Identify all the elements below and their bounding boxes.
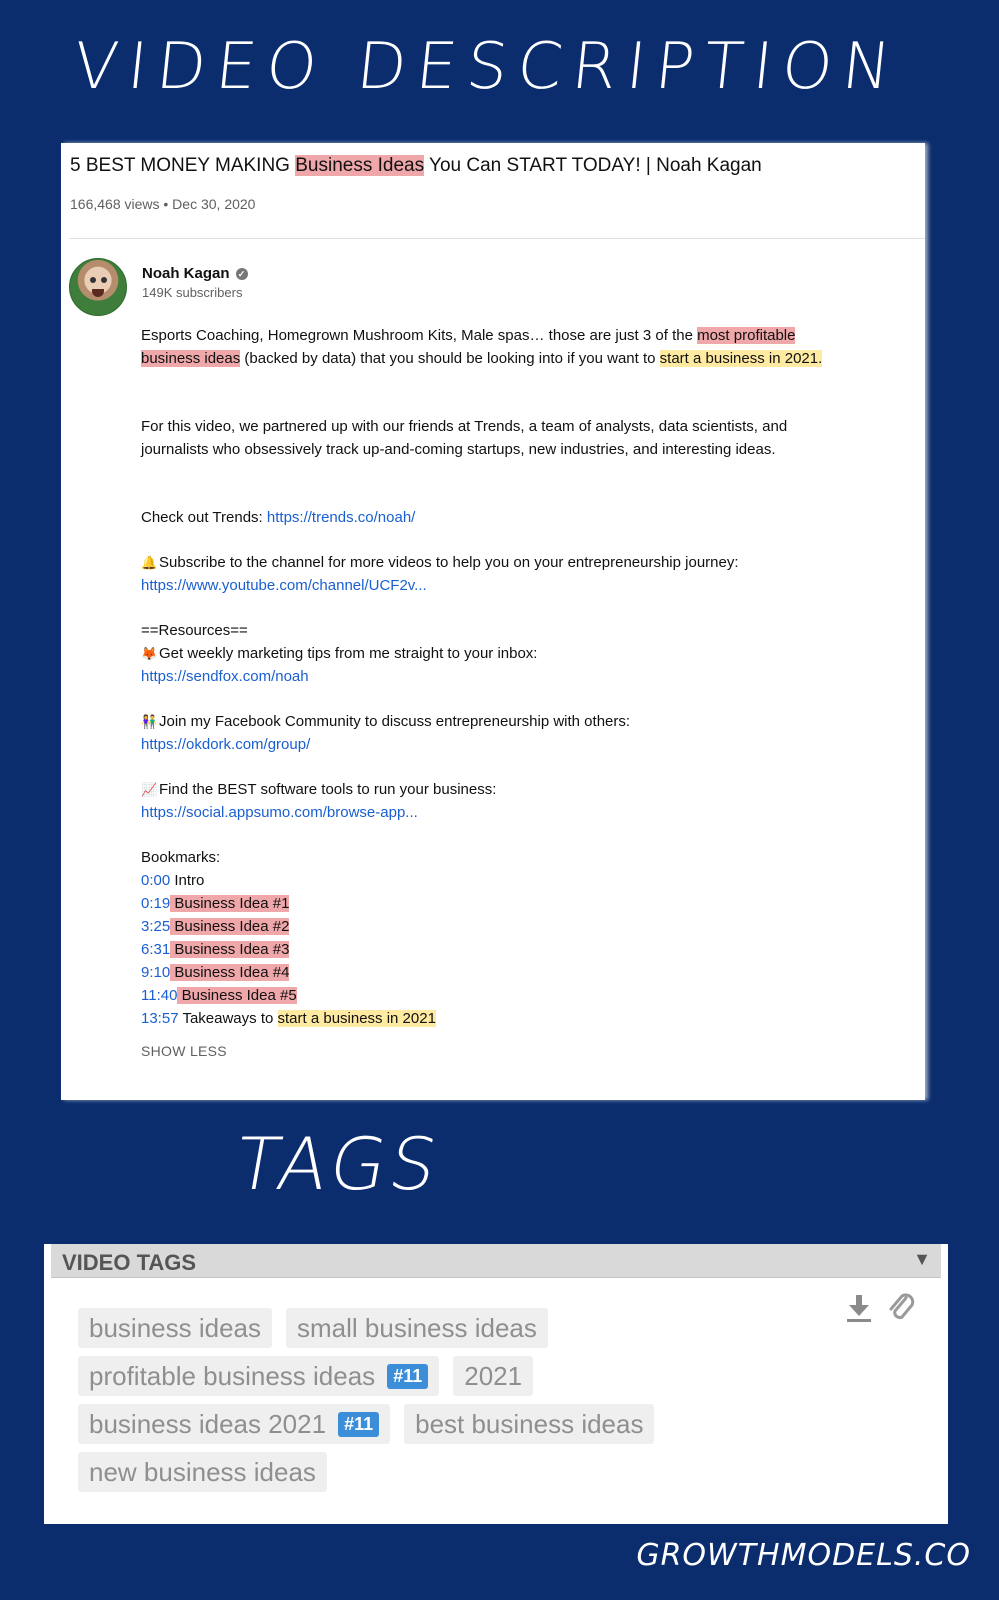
description-community: [141, 710, 851, 756]
channel-link[interactable]: https://www.youtube.com/channel/UCF2v...: [141, 577, 427, 594]
tag-chip[interactable]: [78, 1308, 272, 1348]
bookmark-item: [141, 869, 851, 892]
description-text: (backed by data) that you should be looking into if you want to: [240, 350, 660, 367]
tag-rank-badge: #11: [387, 1364, 428, 1389]
fox-icon: 🦊: [141, 646, 158, 661]
bookmark-item: [141, 961, 851, 984]
divider: [69, 238, 925, 239]
bookmark-time[interactable]: 6:31: [141, 941, 171, 958]
highlight-start-business: start a business in 2021.: [659, 350, 823, 367]
bookmark-item: [141, 915, 851, 938]
trends-label: Check out Trends:: [141, 509, 267, 526]
bell-icon: 🔔: [141, 555, 158, 570]
bookmark-time[interactable]: 11:40: [141, 987, 178, 1004]
tag-rank-badge: #11: [338, 1412, 379, 1437]
bookmark-item: [141, 892, 851, 915]
channel-name-text: Noah Kagan: [142, 265, 230, 282]
tag-chip[interactable]: [78, 1404, 390, 1444]
tag-label: new business ideas: [89, 1456, 316, 1487]
description-intro: [141, 324, 851, 370]
tag-label: 2021: [464, 1360, 523, 1391]
brand-signature: GROWTHMODELS.CO: [636, 1538, 971, 1573]
description-text: Esports Coaching, Homegrown Mushroom Kits, Male spas… those are just 3 of the: [141, 327, 698, 344]
appsumo-link[interactable]: https://social.appsumo.com/browse-app...: [141, 804, 418, 821]
subscriber-count: 149K subscribers: [142, 285, 243, 300]
download-icon[interactable]: [844, 1292, 874, 1324]
video-tags-title: VIDEO TAGS: [62, 1250, 197, 1275]
video-title-start: 5 BEST MONEY MAKING: [70, 155, 296, 176]
tag-label: business ideas 2021: [89, 1408, 327, 1439]
show-less-button[interactable]: SHOW LESS: [141, 1043, 227, 1059]
resources-heading: ==Resources==: [141, 622, 248, 639]
description-software: [141, 778, 851, 824]
tags-heading: TAGS: [228, 1122, 448, 1206]
okdork-link[interactable]: https://okdork.com/group/: [141, 736, 311, 753]
tag-chip[interactable]: [453, 1356, 533, 1396]
bookmark-label: Business Idea #4: [170, 964, 290, 981]
bookmarks: [141, 846, 851, 1030]
tag-label: best business ideas: [415, 1408, 644, 1439]
avatar[interactable]: [69, 258, 127, 316]
tag-chip[interactable]: [286, 1308, 548, 1348]
resource-text: Join my Facebook Community to discuss entrepreneurship with others:: [159, 713, 631, 730]
verified-icon: ✓: [236, 268, 248, 280]
video-tags-panel: [44, 1244, 948, 1524]
avatar-mouth: [92, 289, 104, 297]
description-trends: [141, 506, 851, 529]
video-description-card: [61, 143, 925, 1100]
highlight-profitable: most profitable business ideas: [141, 327, 796, 367]
tag-chip[interactable]: [78, 1356, 439, 1396]
description-partner: For this video, we partnered up with our friends at Trends, a team of analysts, data scientists, and journalists who obsessively track up-and-coming startups, new industries, and interesting ideas.: [141, 418, 788, 458]
video-tags-header[interactable]: [51, 1244, 941, 1278]
tag-label: profitable business ideas: [89, 1360, 376, 1391]
bookmark-item: [141, 1007, 851, 1030]
avatar-eye: [101, 277, 107, 283]
bookmark-time[interactable]: 0:19: [141, 895, 171, 912]
video-title-end: You Can START TODAY! | Noah Kagan: [424, 155, 762, 176]
trends-link[interactable]: https://trends.co/noah/: [266, 509, 416, 526]
description-subscribe: [141, 551, 851, 597]
bookmark-label: Business Idea #1: [170, 895, 290, 912]
bookmark-item: [141, 984, 851, 1007]
tag-list: [78, 1308, 718, 1500]
description-resources: [141, 619, 851, 688]
subscribe-text: Subscribe to the channel for more videos to help you on your entrepreneurship journey:: [159, 554, 739, 571]
resource-text: Find the BEST software tools to run your business:: [159, 781, 497, 798]
people-icon: 👫: [141, 714, 158, 729]
bookmark-label: Takeaways to: [178, 1010, 278, 1027]
tag-chip[interactable]: [404, 1404, 654, 1444]
bookmark-item: [141, 938, 851, 961]
video-meta: 166,468 views • Dec 30, 2020: [70, 196, 256, 212]
bookmark-time[interactable]: 0:00: [141, 872, 171, 889]
tag-label: small business ideas: [297, 1312, 537, 1343]
video-title: [70, 155, 762, 177]
bookmark-time[interactable]: 13:57: [141, 1010, 179, 1027]
paperclip-icon[interactable]: [886, 1290, 916, 1324]
bookmark-time[interactable]: 9:10: [141, 964, 171, 981]
bookmark-label: Business Idea #5: [177, 987, 297, 1004]
avatar-eye: [90, 277, 96, 283]
bookmark-label: Business Idea #3: [170, 941, 290, 958]
bookmark-time[interactable]: 3:25: [141, 918, 171, 935]
channel-name[interactable]: [142, 265, 248, 282]
tag-label: business ideas: [89, 1312, 261, 1343]
highlight-start-business-2021: start a business in 2021: [277, 1010, 436, 1027]
chart-icon: 📈: [141, 782, 158, 797]
sendfox-link[interactable]: https://sendfox.com/noah: [141, 668, 309, 685]
video-title-highlight: Business Ideas: [295, 155, 425, 176]
bookmark-label: Business Idea #2: [170, 918, 290, 935]
bookmark-label: Intro: [170, 872, 205, 889]
tag-chip[interactable]: [78, 1452, 327, 1492]
resource-text: Get weekly marketing tips from me straight to your inbox:: [159, 645, 538, 662]
video-description-heading: VIDEO DESCRIPTION: [70, 30, 905, 104]
collapse-toggle-icon[interactable]: ▼: [913, 1249, 931, 1269]
bookmarks-heading: Bookmarks:: [141, 849, 221, 866]
